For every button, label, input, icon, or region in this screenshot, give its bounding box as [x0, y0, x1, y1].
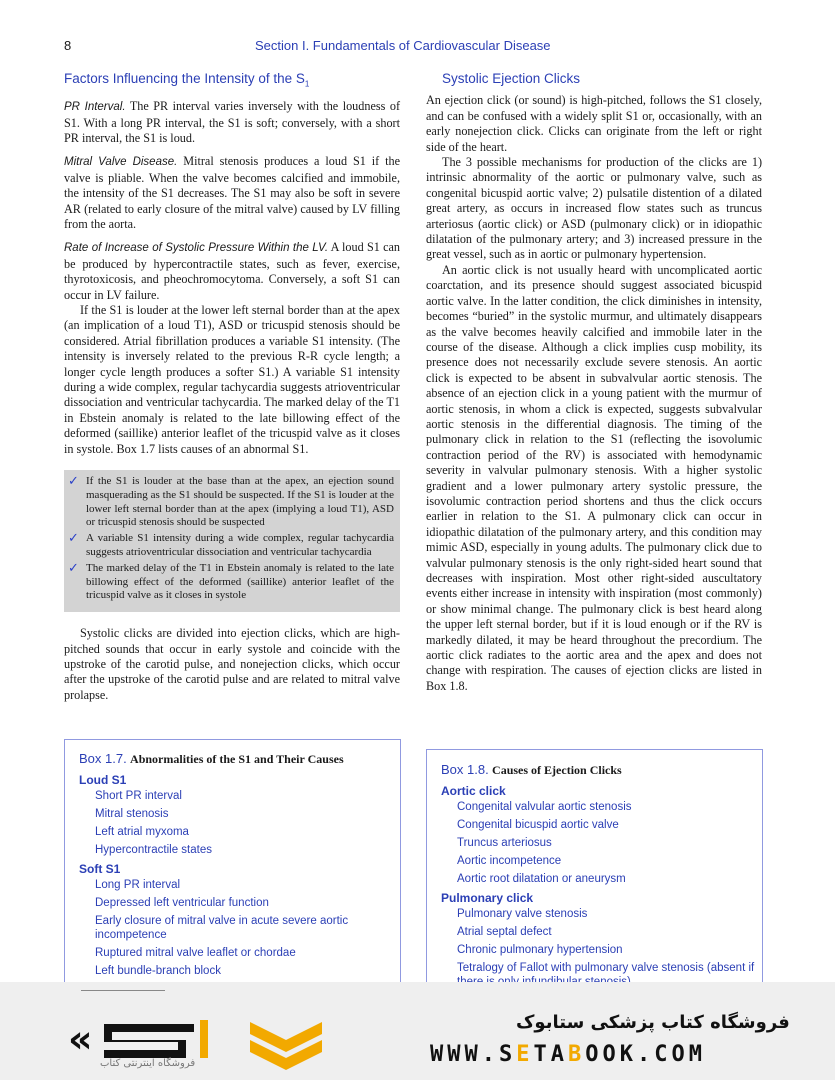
list-item: Left bundle-branch block — [95, 964, 221, 977]
right-column — [426, 70, 762, 694]
list-item: Congenital bicuspid aortic valve — [457, 819, 619, 831]
left-column — [64, 70, 400, 703]
key-point: ✓ A variable S1 intensity during a wide complex, regular tachycardia suggests atrioventricular dissociation and ventricular tachycardia — [68, 531, 394, 559]
setabook-wordmark-icon — [68, 1012, 228, 1062]
list-item: Left atrial myxoma — [95, 826, 189, 838]
checkmark-icon: ✓ — [68, 474, 79, 490]
list-item: Short PR interval — [95, 790, 182, 802]
list-item: Pulmonary valve stenosis — [457, 908, 588, 920]
paragraph-rate-of-increase: Rate of Increase of Systolic Pressure Within the LV. A loud S1 can be produced by hypercontractile states, such as fever, exercise, thyrotoxicosis, and pheochromocytoma. Conversely, a soft S1 can occur in LV failure. — [64, 240, 401, 302]
svg-text:«: « — [68, 1017, 93, 1061]
list-item: Truncus arteriosus — [457, 837, 552, 849]
list-item: Depressed left ventricular function — [95, 897, 269, 909]
box-1-8 — [426, 749, 763, 995]
group-heading-soft-s1: Soft S1 — [79, 862, 121, 876]
key-point: ✓ The marked delay of the T1 in Ebstein anomaly is related to the late billowing effect of the deformed (saillike) anterior leaflet of the tricuspid valve as it closes in systole — [68, 560, 394, 602]
group-heading-aortic-click: Aortic click — [441, 784, 506, 798]
paragraph-ejection-click: An ejection click (or sound) is high-pitched, follows the S1 closely, and can be confused with a widely split S1 or, occasionally, with an early nonejection click. Clicks can originate from the left or right side of the heart. — [426, 93, 762, 154]
footnote-rule — [81, 990, 165, 991]
list-item: Congenital valvular aortic stenosis — [457, 801, 632, 813]
list-item: Chronic pulmonary hypertension — [457, 944, 623, 956]
section-heading-s1-intensity: Factors Influencing the Intensity of the $S_1$ — [64, 71, 310, 89]
group-heading-loud-s1: Loud S1 — [79, 773, 127, 787]
list-item: Mitral stenosis — [95, 808, 169, 820]
box-title: Box 1.7. Abnormalities of the S1 and Their Causes — [79, 751, 344, 766]
paragraph-pr-interval: PR Interval. The PR interval varies inversely with the loudness of S1. With a long PR interval, the S1 is soft; conversely, with a short PR interval, the S1 is loud. — [64, 99, 401, 145]
section-heading-ejection-clicks: Systolic Ejection Clicks — [442, 71, 581, 86]
list-item: Ruptured mitral valve leaflet or chordae — [95, 946, 296, 959]
watermark-subtitle: فروشگاه اینترنتی کتاب — [100, 1058, 196, 1069]
paragraph-s1-louder: If the S1 is louder at the lower left sternal border than at the apex (an implication of a loud T1), ASD or tricuspid stenosis should be considered. Atrial fibrillation produces a variable S1 intensity. (The intensity is inversely related to the previous R-R cycle length; a longer cycle length produces a softer S1.) A variable S1 intensity during a wide complex, regular tachycardia suggests atrioventricular dissociation and ventricular tachycardia. The marked delay of the T1 in Ebstein anomaly is related to the late billowing effect of the deformed (saillike) anterior leaflet of the tricuspid valve as it closes in systole. Box 1.7 lists causes of an abnormal S1. — [64, 302, 400, 456]
paragraph-mitral-valve: Mitral Valve Disease. Mitral stenosis produces a loud S1 if the valve is pliable. When the valve becomes calcified and immobile, the intensity of the S1 decreases. The S1 may also be soft in severe AR (related to early closure of the mitral valve) caused by LV filling from the aorta. — [64, 154, 400, 231]
list-item: Tetralogy of Fallot with pulmonary valve stenosis (absent if — [457, 962, 755, 974]
checkmark-icon: ✓ — [68, 560, 79, 576]
box-title: Box 1.8. Causes of Ejection Clicks — [441, 762, 622, 777]
list-item: Early closure of mitral valve in acute severe aortic incompetence — [95, 915, 349, 941]
list-item: Aortic root dilatation or aneurysm — [457, 873, 626, 885]
watermark-shop-name: فروشگاه کتاب پزشکی ستابوک — [516, 1012, 790, 1033]
watermark-url: WWW.SETABOOK.COM — [430, 1042, 706, 1067]
setabook-logo-icon — [246, 1018, 326, 1072]
page-number: 8 — [64, 38, 72, 53]
key-point: ✓ If the S1 is louder at the base than at the apex, an ejection sound masquerading as the S1 should be suspected. If the S1 is louder at the lower left sternal border than at the apex (implying a loud T1), ASD or tricuspid stenosis should be suspected — [68, 474, 394, 529]
list-item: Atrial septal defect — [457, 926, 552, 938]
list-item: Hypercontractile states — [95, 844, 212, 856]
running-head: Section I. Fundamentals of Cardiovascular Disease — [255, 38, 551, 53]
list-item: Aortic incompetence — [457, 855, 562, 867]
paragraph-systolic-clicks: Systolic clicks are divided into ejection clicks, which are high-pitched sounds that occur in early systole and coincide with the upstroke of the carotid pulse, and nonejection clicks, which occur after the upstroke of the carotid pulse and are related to mitral valve prolapse. — [64, 626, 400, 702]
box-1-7 — [64, 739, 401, 994]
checkmark-icon: ✓ — [68, 531, 79, 547]
list-item: Long PR interval — [95, 879, 181, 891]
paragraph-aortic-click: An aortic click is not usually heard with uncomplicated aortic coarctation, and its presence should suggest associated bicuspid aortic valve. In the latter condition, the click diminishes in intensity, becomes “buried” in the systolic murmur, and ultimately disappears as the valve becomes heavily calcified and immobile later in the course of the disease. Although a click implies cusp mobility, its presence does not necessarily exclude severe stenosis. An aortic click is expected to be absent in subvalvular aortic stenosis. The absence of an ejection click in a young patient with the murmur of aortic stenosis, in whom a click is expected, suggests subvalvular aortic stenosis in the differential diagnosis. The timing of the pulmonary click in relation to the S1 (reflecting the isovolumic contraction period of the RV) is associated with hemodynamic severity in valvular pulmonary stenosis. With a higher systolic gradient and a lower pulmonary artery systolic pressure, the isovolumic contraction period shortens and thus the click occurs earlier in relation to the S1. A pulmonary click can occur in idiopathic dilatation of the pulmonary artery, and this condition may mimic ASD, especially in young adults. The pulmonary click due to valvular pulmonary stenosis is the only right-sided heart sound that decreases with inspiration. Most other right-sided auscultatory events either increase in intensity with inspiration (most commonly) or show minimal change. The pulmonary click is best heard along the upper left sternal border, but if it is loud enough or if the RV is markedly dilated, it may be heard throughout the precordium. The aortic click radiates to the aortic area and the apex and does not change with respiration. The causes of ejection clicks are listed in Box 1.8. — [426, 262, 762, 693]
group-heading-pulmonary-click: Pulmonary click — [441, 891, 534, 905]
paragraph-mechanisms: The 3 possible mechanisms for production of the clicks are 1) intrinsic abnormality of the aortic or pulmonary valve, such as congenital bicuspid aortic valve; 2) pulsatile distention of a dilated great artery, as occurs in increased flow states such as truncus arteriosus (aortic click) or ASD (pulmonary click) or in idiopathic dilatation of the pulmonary artery; and 3) increased pressure in the great vessel, such as in aortic or pulmonary hypertension. — [426, 155, 762, 262]
key-points-box — [64, 470, 400, 612]
